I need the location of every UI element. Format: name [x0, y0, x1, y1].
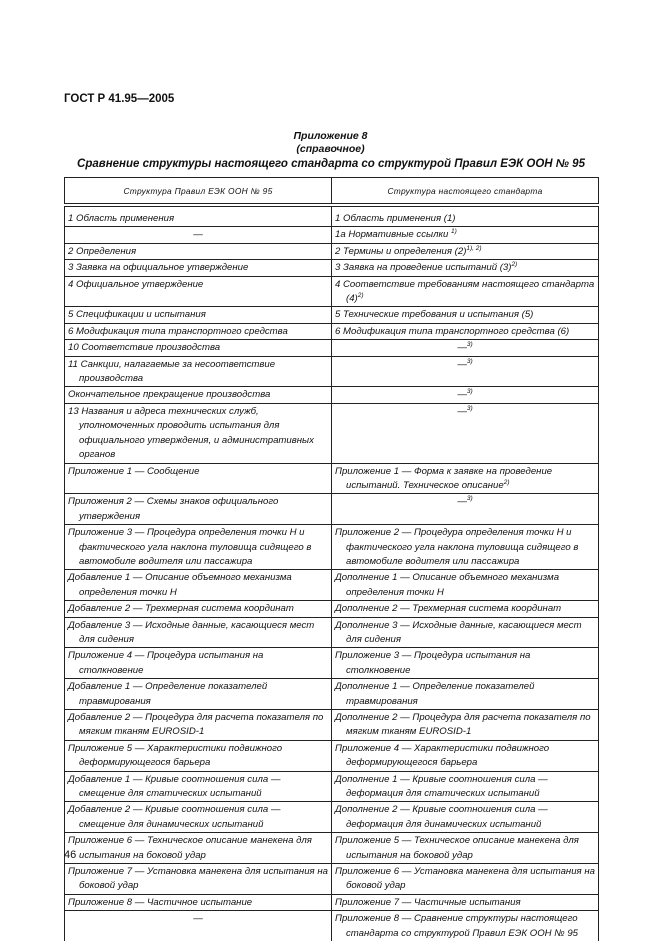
cell-un-regulation: [65, 771, 332, 802]
cell-this-standard: [332, 356, 599, 387]
footnote-ref: 3): [466, 404, 473, 412]
cell-text: Приложение 6 — Техническое описание манекена для испытания на боковой удар: [68, 835, 312, 861]
cell-text: Дополнение 2 — Трехмерная система координат: [335, 603, 562, 615]
cell-this-standard: [332, 494, 599, 525]
cell-un-regulation: [65, 227, 332, 243]
cell-text: —: [457, 342, 467, 354]
footnote-ref: 2): [357, 291, 364, 299]
cell-this-standard: [332, 894, 599, 910]
cell-this-standard: [332, 525, 599, 570]
cell-un-regulation: [65, 911, 332, 941]
cell-un-regulation: [65, 894, 332, 910]
cell-this-standard: [332, 864, 599, 895]
table-header-row: [65, 178, 599, 206]
cell-un-regulation: [65, 802, 332, 833]
cell-un-regulation: [65, 710, 332, 741]
cell-text: Добавление 1 — Описание объемного механизма определения точки Н: [68, 572, 292, 598]
table-row: [65, 463, 599, 494]
cell-this-standard: [332, 260, 599, 276]
footnote-ref: 3): [466, 341, 473, 349]
table-row: [65, 679, 599, 710]
cell-text: Приложение 8 — Сравнение структуры настоящего стандарта со структурой Правил ЕЭК ООН № 95: [335, 913, 578, 939]
table-row: [65, 710, 599, 741]
cell-text: Приложение 3 — Процедура испытания на столкновение: [335, 650, 531, 676]
table-row: [65, 802, 599, 833]
cell-this-standard: [332, 710, 599, 741]
cell-un-regulation: [65, 679, 332, 710]
cell-text: Приложение 7 — Частичные испытания: [335, 896, 521, 908]
footnote-ref: 2): [503, 478, 510, 486]
cell-text: —: [457, 496, 467, 508]
cell-un-regulation: [65, 403, 332, 463]
table-row: [65, 601, 599, 617]
cell-this-standard: [332, 323, 599, 339]
cell-text: Дополнение 2 — Процедура для расчета показателя по мягким тканям EUROSID-1: [335, 712, 591, 738]
footnote-ref: 1), 2): [466, 244, 482, 252]
cell-text: 11 Санкции, налагаемые за несоответствие производства: [68, 358, 276, 385]
cell-this-standard: [332, 570, 599, 601]
table-row: [65, 340, 599, 356]
cell-this-standard: [332, 911, 599, 941]
cell-text: Добавление 1 — Определение показателей травмирования: [68, 681, 268, 707]
table-row: [65, 911, 599, 941]
cell-un-regulation: [65, 323, 332, 339]
cell-this-standard: [332, 771, 599, 802]
cell-text: —: [457, 405, 467, 417]
cell-this-standard: [332, 340, 599, 356]
page-number: 46: [64, 849, 77, 861]
cell-text: Дополнение 3 — Исходные данные, касающиеся мест для сидения: [335, 619, 582, 645]
cell-this-standard: [332, 205, 599, 227]
footnote-ref: 3): [466, 388, 473, 396]
cell-this-standard: [332, 648, 599, 679]
cell-un-regulation: [65, 601, 332, 617]
comparison-table: [64, 177, 599, 941]
cell-un-regulation: [65, 340, 332, 356]
cell-this-standard: [332, 833, 599, 864]
cell-text: —: [193, 229, 203, 241]
cell-un-regulation: [65, 356, 332, 387]
table-body: [65, 205, 599, 941]
table-row: [65, 387, 599, 403]
cell-text: Приложение 5 — Техническое описание манекена для испытания на боковой удар: [335, 835, 579, 861]
appendix-heading: [0, 130, 661, 156]
table-row: [65, 525, 599, 570]
cell-text: 1а Нормативные ссылки: [335, 229, 452, 241]
table-row: [65, 648, 599, 679]
column-header-un-regulation: Структура Правил ЕЭК ООН № 95: [65, 178, 332, 206]
cell-text: 2 Определения: [68, 245, 137, 257]
cell-text: Приложение 8 — Частичное испытание: [68, 896, 253, 908]
cell-text: Приложение 4 — Процедура испытания на столкновение: [68, 650, 264, 676]
table-row: [65, 740, 599, 771]
cell-un-regulation: [65, 525, 332, 570]
cell-this-standard: [332, 276, 599, 307]
cell-un-regulation: [65, 243, 332, 259]
table-row: [65, 494, 599, 525]
table-row: [65, 307, 599, 323]
cell-un-regulation: [65, 833, 332, 864]
cell-text: 1 Область применения (1): [335, 213, 456, 224]
cell-text: Дополнение 2 — Кривые соотношения сила — деформация для динамических испытаний: [335, 804, 548, 830]
cell-text: Дополнение 1 — Описание объемного механизма определения точки Н: [335, 572, 560, 598]
cell-un-regulation: [65, 307, 332, 323]
appendix-label: Приложение 8: [293, 130, 368, 142]
cell-text: Добавление 2 — Процедура для расчета показателя по мягким тканям EUROSID-1: [68, 712, 324, 738]
cell-un-regulation: [65, 570, 332, 601]
cell-text: Приложение 2 — Процедура определения точки Н и фактического угла наклона туловища сидящего в автомобиле водителя или пассажира: [335, 527, 579, 567]
footnote-ref: 3): [466, 357, 473, 365]
cell-text: Приложение 4 — Характеристики подвижного деформирующегося барьера: [335, 742, 550, 769]
table-row: [65, 833, 599, 864]
cell-text: 2 Термины и определения (2): [335, 245, 467, 257]
footnote-ref: 3): [466, 495, 473, 503]
cell-text: Приложение 1 — Форма к заявке на проведение испытаний. Техническое описание: [335, 465, 553, 491]
footnote-ref: 2): [511, 261, 518, 269]
table-row: [65, 771, 599, 802]
cell-text: —: [457, 358, 467, 370]
cell-text: Приложение 3 — Процедура определения точки Н и фактического угла наклона туловища сидящего в автомобиле водителя или пассажира: [68, 527, 312, 567]
table-row: [65, 356, 599, 387]
table-row: [65, 260, 599, 276]
table-row: [65, 894, 599, 910]
table-row: [65, 403, 599, 463]
cell-text: 6 Модификация типа транспортного средства (6): [335, 325, 570, 337]
cell-text: Добавление 2 — Трехмерная система координат: [68, 603, 294, 615]
cell-this-standard: [332, 243, 599, 259]
table-row: [65, 323, 599, 339]
cell-this-standard: [332, 617, 599, 648]
document-code: ГОСТ Р 41.95—2005: [64, 93, 175, 105]
cell-text: Приложение 7 — Установка манекена для испытания на боковой удар: [68, 866, 328, 892]
table-title: Сравнение структуры настоящего стандарта со структурой Правил ЕЭК ООН № 95: [77, 158, 585, 170]
cell-text: 1 Область применения: [68, 213, 175, 224]
cell-this-standard: [332, 227, 599, 243]
cell-this-standard: [332, 387, 599, 403]
cell-text: 13 Названия и адреса технических служб, уполномоченных проводить испытания для официального утверждения, и административных органов: [68, 405, 314, 461]
cell-text: Дополнение 1 — Кривые соотношения сила — деформация для статических испытаний: [335, 773, 548, 800]
cell-this-standard: [332, 679, 599, 710]
cell-un-regulation: [65, 648, 332, 679]
cell-text: 10 Соответствие производства: [68, 342, 221, 354]
cell-text: Добавление 1 — Кривые соотношения сила — смещение для статических испытаний: [68, 773, 281, 800]
table-row: [65, 864, 599, 895]
cell-un-regulation: [65, 205, 332, 227]
cell-un-regulation: [65, 617, 332, 648]
cell-text: 3 Заявка на официальное утверждение: [68, 262, 249, 274]
cell-un-regulation: [65, 463, 332, 494]
cell-this-standard: [332, 463, 599, 494]
cell-text: Приложения 2 — Схемы знаков официального утверждения: [68, 496, 279, 522]
cell-text: 6 Модификация типа транспортного средства: [68, 325, 288, 337]
cell-this-standard: [332, 802, 599, 833]
column-header-this-standard: Структура настоящего стандарта: [332, 178, 599, 206]
cell-this-standard: [332, 601, 599, 617]
cell-this-standard: [332, 403, 599, 463]
table-row: [65, 570, 599, 601]
cell-text: 3 Заявка на проведение испытаний (3): [335, 262, 512, 274]
cell-text: 5 Технические требования и испытания (5): [335, 309, 534, 321]
cell-un-regulation: [65, 260, 332, 276]
cell-un-regulation: [65, 740, 332, 771]
cell-un-regulation: [65, 864, 332, 895]
cell-text: Окончательное прекращение производства: [68, 389, 271, 401]
table-row: [65, 243, 599, 259]
cell-un-regulation: [65, 276, 332, 307]
cell-text: Приложение 6 — Установка манекена для испытания на боковой удар: [335, 866, 595, 892]
appendix-kind: (справочное): [296, 143, 365, 155]
cell-un-regulation: [65, 494, 332, 525]
table-row: [65, 276, 599, 307]
cell-text: Приложение 5 — Характеристики подвижного деформирующегося барьера: [68, 742, 283, 769]
cell-text: 5 Спецификации и испытания: [68, 309, 206, 321]
cell-text: 4 Соответствие требованиям настоящего стандарта (4): [335, 278, 595, 305]
cell-this-standard: [332, 307, 599, 323]
footnote-ref: 1): [451, 228, 457, 236]
cell-text: 4 Официальное утверждение: [68, 278, 204, 290]
table-row: [65, 205, 599, 227]
cell-text: Добавление 3 — Исходные данные, касающиеся мест для сидения: [68, 619, 315, 645]
cell-this-standard: [332, 740, 599, 771]
table-row: [65, 617, 599, 648]
table-row: [65, 227, 599, 243]
cell-text: Приложение 1 — Сообщение: [68, 465, 200, 477]
cell-text: Дополнение 1 — Определение показателей травмирования: [335, 681, 535, 707]
cell-text: —: [193, 913, 203, 925]
cell-un-regulation: [65, 387, 332, 403]
cell-text: —: [457, 389, 467, 401]
cell-text: Добавление 2 — Кривые соотношения сила — смещение для динамических испытаний: [68, 804, 281, 830]
